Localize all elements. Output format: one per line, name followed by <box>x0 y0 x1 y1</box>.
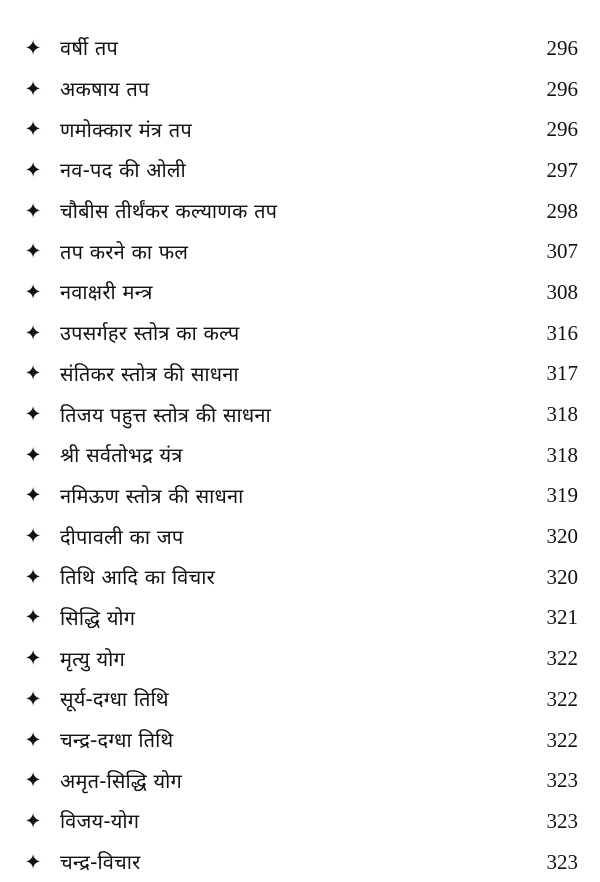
toc-entry-title: नवाक्षरी मन्त्र <box>60 280 153 305</box>
toc-entry <box>0 231 600 272</box>
toc-entry-title: तप करने का फल <box>60 239 189 264</box>
four-pointed-star-icon: ✦ <box>24 76 42 101</box>
toc-entry-page-number: 323 <box>546 808 578 833</box>
toc-entry-page-number: 321 <box>546 605 578 630</box>
toc-entry <box>0 720 600 761</box>
toc-entry <box>0 109 600 150</box>
toc-entry <box>0 638 600 679</box>
toc-entry <box>0 313 600 354</box>
toc-entry-page-number: 318 <box>546 402 578 427</box>
toc-entry-title: अकषाय तप <box>60 77 150 102</box>
four-pointed-star-icon: ✦ <box>24 768 42 793</box>
toc-entry-title: तिथि आदि का विचार <box>60 565 215 590</box>
toc-entry-title: वर्षी तप <box>60 36 118 61</box>
toc-entry <box>0 191 600 232</box>
four-pointed-star-icon: ✦ <box>24 727 42 752</box>
toc-entry <box>0 598 600 639</box>
four-pointed-star-icon: ✦ <box>24 849 42 874</box>
four-pointed-star-icon: ✦ <box>24 564 42 589</box>
toc-entry-title: णमोक्कार मंत्र तप <box>60 117 192 142</box>
four-pointed-star-icon: ✦ <box>24 605 42 630</box>
four-pointed-star-icon: ✦ <box>24 239 42 264</box>
toc-entry-title: चौबीस तीर्थंकर कल्याणक तप <box>60 199 278 224</box>
toc-entry <box>0 557 600 598</box>
toc-entry-title: विजय-योग <box>60 809 140 834</box>
toc-entry-title: मृत्यु योग <box>60 646 125 671</box>
toc-entry <box>0 760 600 801</box>
toc-entry <box>0 28 600 69</box>
toc-entry-page-number: 320 <box>546 564 578 589</box>
toc-entry-page-number: 296 <box>546 35 578 60</box>
toc-entry <box>0 150 600 191</box>
toc-entry <box>0 801 600 842</box>
four-pointed-star-icon: ✦ <box>24 442 42 467</box>
toc-entry-page-number: 316 <box>546 320 578 345</box>
toc-entry-page-number: 296 <box>546 76 578 101</box>
toc-entry-title: उपसर्गहर स्तोत्र का कल्प <box>60 321 240 346</box>
four-pointed-star-icon: ✦ <box>24 646 42 671</box>
toc-entry-title: नमिऊण स्तोत्र की साधना <box>60 483 244 508</box>
toc-entry-title: चन्द्र-दग्धा तिथि <box>60 728 174 753</box>
toc-entry-page-number: 322 <box>546 686 578 711</box>
toc-entry <box>0 476 600 517</box>
four-pointed-star-icon: ✦ <box>24 524 42 549</box>
four-pointed-star-icon: ✦ <box>24 686 42 711</box>
toc-entry-page-number: 322 <box>546 646 578 671</box>
toc-entry-page-number: 323 <box>546 849 578 874</box>
toc-entry-page-number: 318 <box>546 442 578 467</box>
toc-entry-title: नव-पद की ओली <box>60 158 186 183</box>
four-pointed-star-icon: ✦ <box>24 402 42 427</box>
toc-entry-page-number: 308 <box>546 279 578 304</box>
toc-entry <box>0 69 600 110</box>
toc-entry-title: अमृत-सिद्धि योग <box>60 768 182 793</box>
toc-entry-title: सिद्धि योग <box>60 605 136 630</box>
toc-entry-page-number: 317 <box>546 361 578 386</box>
toc-entry-page-number: 319 <box>546 483 578 508</box>
toc-entry <box>0 394 600 435</box>
toc-entry <box>0 679 600 720</box>
four-pointed-star-icon: ✦ <box>24 808 42 833</box>
four-pointed-star-icon: ✦ <box>24 35 42 60</box>
toc-entry-title: श्री सर्वतोभद्र यंत्र <box>60 443 183 468</box>
toc-entry-title: संतिकर स्तोत्र की साधना <box>60 361 239 386</box>
toc-entry-page-number: 322 <box>546 727 578 752</box>
toc-list <box>0 28 600 882</box>
toc-entry-title: सूर्य-दग्धा तिथि <box>60 687 169 712</box>
toc-entry <box>0 272 600 313</box>
four-pointed-star-icon: ✦ <box>24 361 42 386</box>
four-pointed-star-icon: ✦ <box>24 483 42 508</box>
four-pointed-star-icon: ✦ <box>24 320 42 345</box>
toc-entry-page-number: 297 <box>546 157 578 182</box>
toc-entry-page-number: 298 <box>546 198 578 223</box>
four-pointed-star-icon: ✦ <box>24 117 42 142</box>
toc-entry <box>0 354 600 395</box>
toc-entry-page-number: 320 <box>546 524 578 549</box>
toc-entry <box>0 435 600 476</box>
toc-entry-title: चन्द्र-विचार <box>60 850 141 875</box>
four-pointed-star-icon: ✦ <box>24 279 42 304</box>
four-pointed-star-icon: ✦ <box>24 198 42 223</box>
toc-entry-title: दीपावली का जप <box>60 524 184 549</box>
toc-entry <box>0 516 600 557</box>
toc-entry-title: तिजय पहुत्त स्तोत्र की साधना <box>60 402 271 427</box>
toc-entry-page-number: 323 <box>546 768 578 793</box>
toc-entry-page-number: 296 <box>546 117 578 142</box>
toc-entry-page-number: 307 <box>546 239 578 264</box>
four-pointed-star-icon: ✦ <box>24 157 42 182</box>
toc-entry <box>0 842 600 882</box>
